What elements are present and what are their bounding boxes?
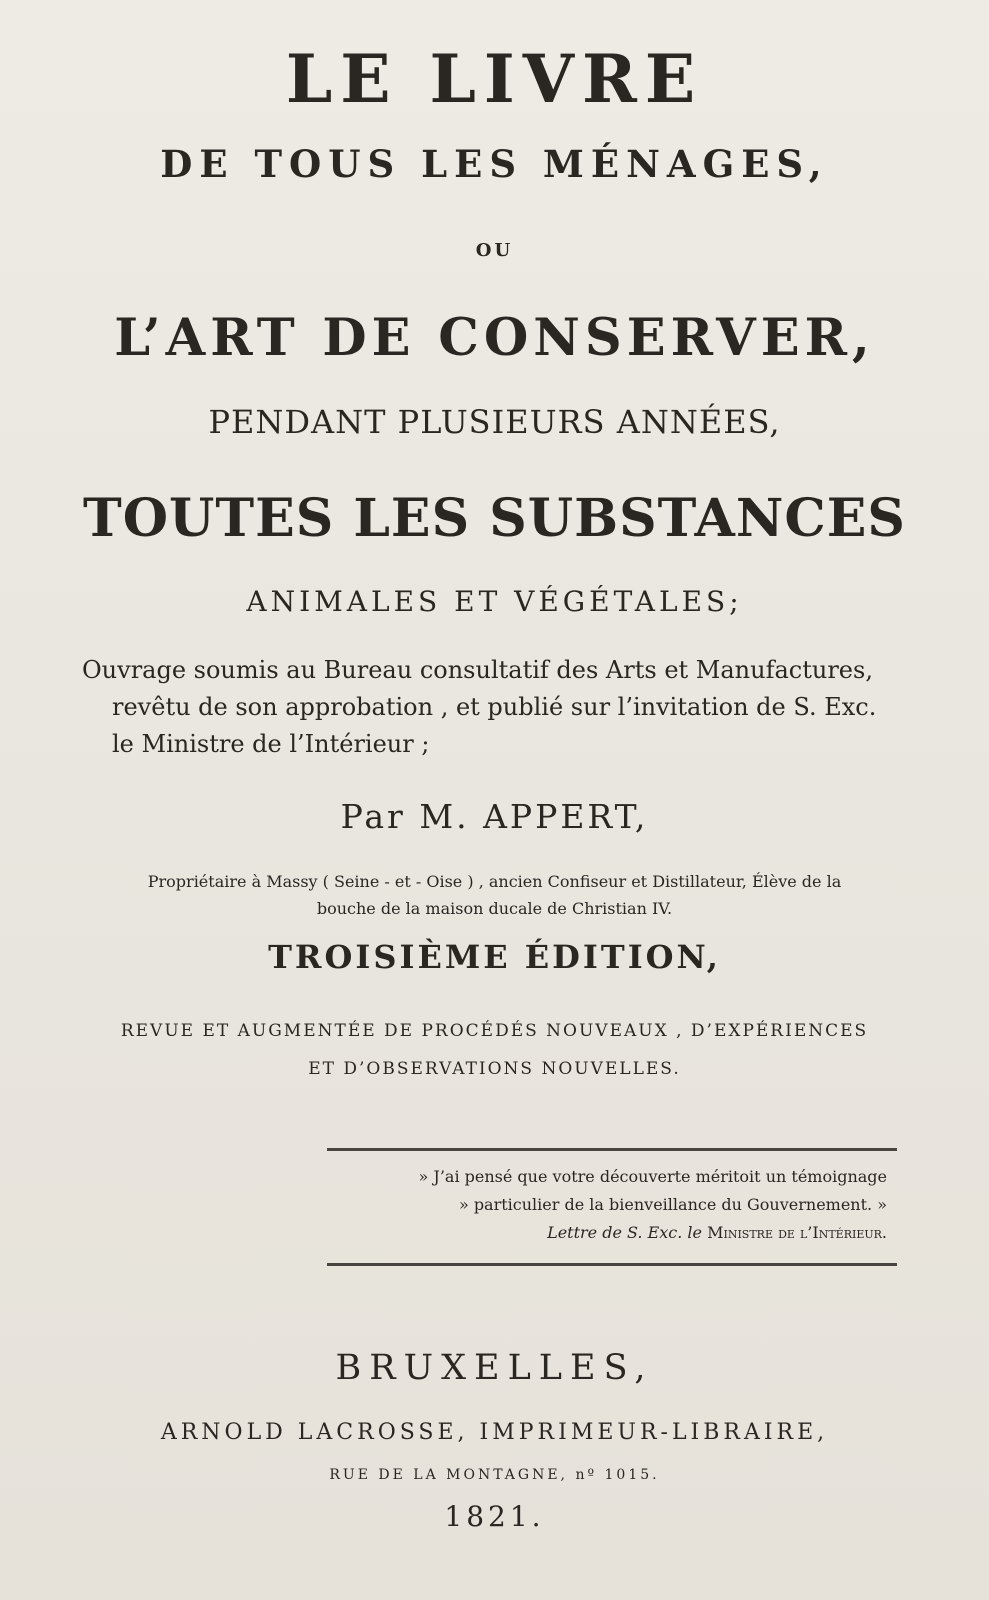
edition-revue-line-1: REVUE ET AUGMENTÉE DE PROCÉDÉS NOUVEAUX , D’EXPÉRIENCES [120,1021,869,1041]
title-line-1: LE LIVRE [285,40,704,118]
work-description-line-2: revêtu de son approbation , et publié sur l’invitation de S. Exc. [112,693,877,721]
work-description-line-1: Ouvrage soumis au Bureau consultatif des Arts et Manufactures, [82,656,873,684]
title-line-2: DE TOUS LES MÉNAGES, [160,142,829,186]
title-line-4: PENDANT PLUSIEURS ANNÉES, [208,403,781,441]
imprint-printer: ARNOLD LACROSSE, IMPRIMEUR-LIBRAIRE, [160,1420,829,1445]
edition-label: TROISIÈME ÉDITION, [268,938,721,976]
epigraph-attribution-caps: Ministre de l’Intérieur. [707,1223,887,1242]
work-description-line-3: le Ministre de l’Intérieur ; [112,730,430,758]
imprint-city: BRUXELLES, [335,1348,654,1388]
epigraph-top-rule [327,1148,897,1151]
epigraph [327,1163,887,1247]
author-bio-line-1: Propriétaire à Massy ( Seine - et - Oise ) , ancien Confiseur et Distillateur, Élève de la [147,872,842,891]
title-connector: OU [475,240,514,261]
author-bio-line-2: bouche de la maison ducale de Christian IV. [316,899,673,918]
imprint-street: RUE DE LA MONTAGNE, nº 1015. [329,1467,660,1483]
epigraph-line-1: » J’ai pensé que votre découverte méritoit un témoignage [418,1167,887,1186]
author-byline: Par M. APPERT, [340,797,649,836]
imprint-year: 1821. [444,1500,545,1533]
author-bio [0,868,989,922]
epigraph-line-2: » particulier de la bienveillance du Gouvernement. » [458,1195,887,1214]
epigraph-attribution [327,1219,887,1247]
work-description [82,652,912,763]
epigraph-bottom-rule [327,1263,897,1266]
title-line-5: TOUTES LES SUBSTANCES [83,488,906,549]
edition-revue-line-2: ET D’OBSERVATIONS NOUVELLES. [308,1059,681,1079]
title-line-3: L’ART DE CONSERVER, [114,308,875,368]
edition-revue [0,1012,989,1088]
epigraph-attribution-italic: Lettre de S. Exc. le [547,1223,702,1242]
title-line-6: ANIMALES ET VÉGÉTALES; [246,585,743,618]
